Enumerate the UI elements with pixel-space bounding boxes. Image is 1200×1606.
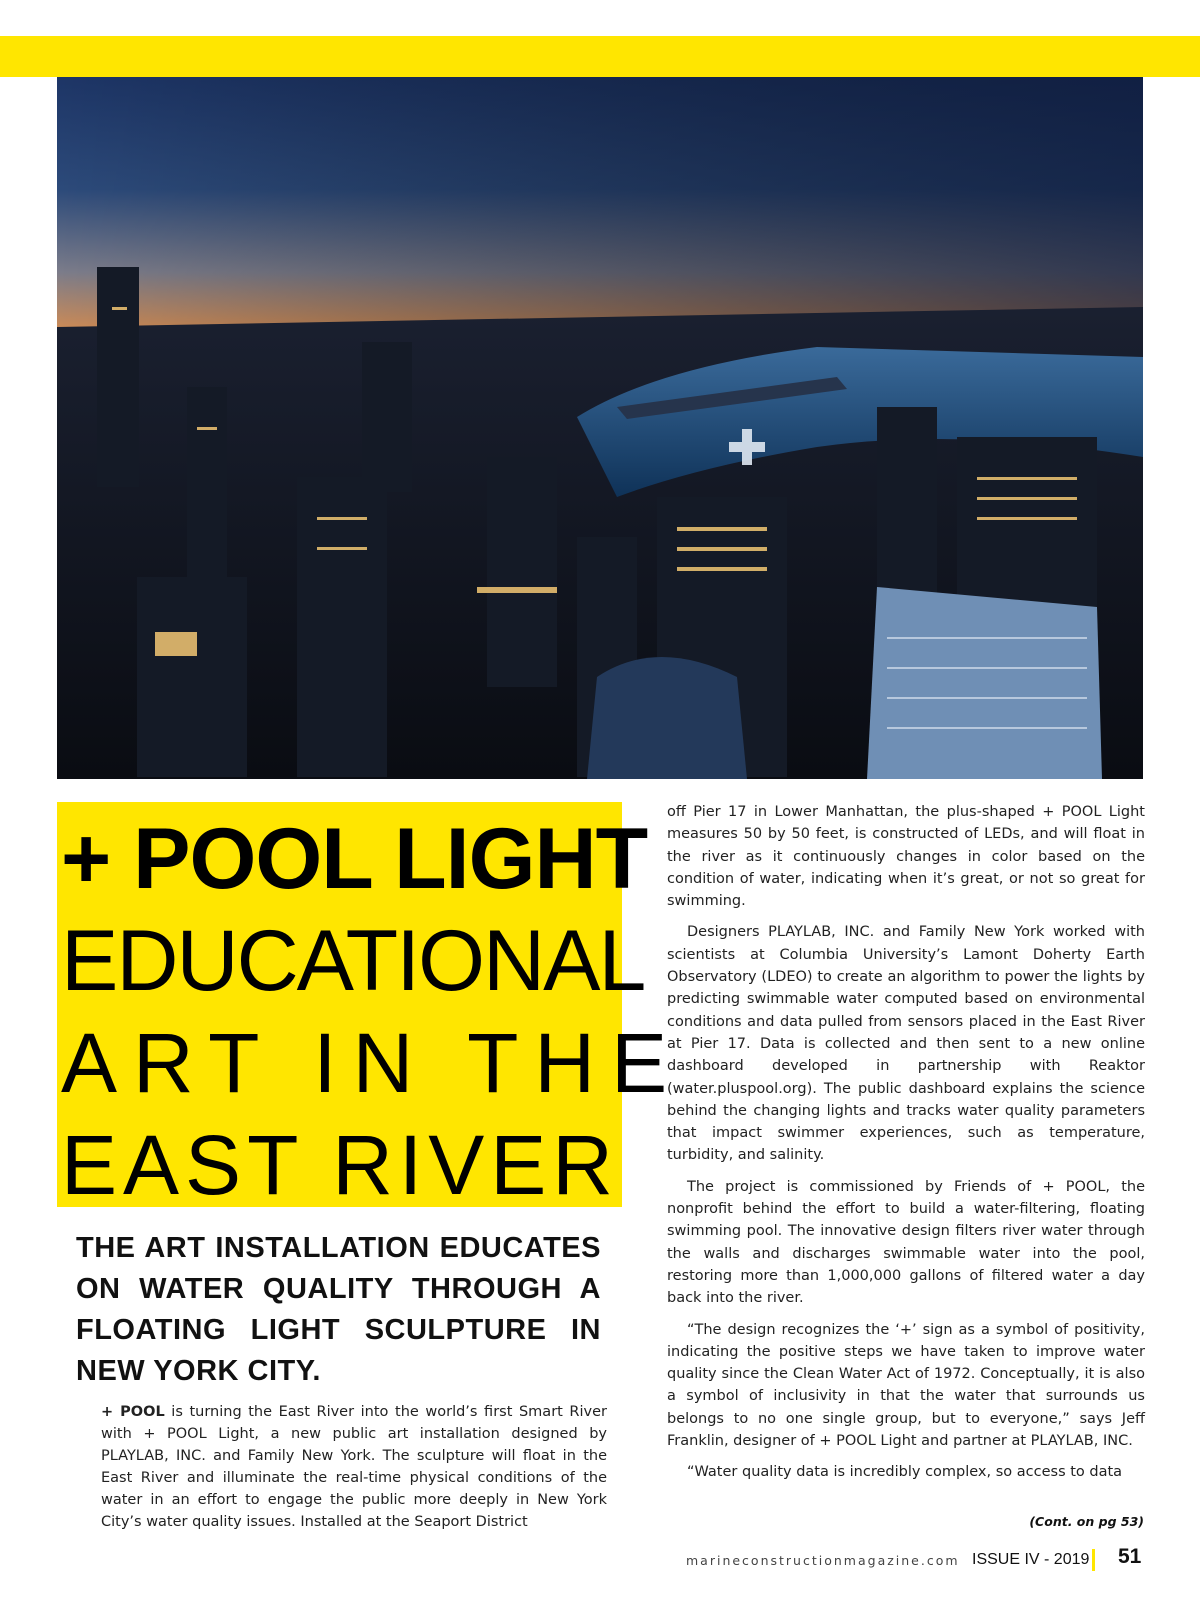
intro-text: is turning the East River into the world’s first Smart River with + POOL Light, a new public art installation designed by PLAYLAB, INC. and Family New York. The sculpture will float in the East River and illuminate the real-time physical conditions of the water in an effort to engage the public more deeply in New York City’s water quality issues. Installed at the Seaport District: [101, 1404, 607, 1530]
headline-box: [57, 802, 684, 1212]
paragraph-3: The project is commissioned by Friends of + POOL, the nonprofit behind the effort to build a water-filtering, floating swimming pool. The innovative design filters river water through the walls and discharges swimmable water into the pool, restoring more than 1,000,000 gallons of filtered water a day back into the river.: [667, 1178, 1145, 1307]
paragraph-5: “Water quality data is incredibly complex, so access to data: [687, 1464, 1123, 1481]
paragraph-2: Designers PLAYLAB, INC. and Family New York worked with scientists at Columbia University’s Lamont Doherty Earth Observatory (LDEO) to create an algorithm to power the lights by predicting swimmable water computed based on environmental conditions and data pulled from sensors placed in the East River at Pier 17. Data is collected and then sent to a new online dashboard developed in partnership with Reaktor (water.pluspool.org). The public dashboard explains the science behind the changing lights and tracks water quality parameters that impact swimmer experiences, such as temperature, turbidity, and salinity.: [667, 924, 1145, 1164]
continued-link[interactable]: (Cont. on pg 53): [1029, 1514, 1144, 1529]
headline-line-1: + POOL LIGHT: [61, 811, 648, 907]
paragraph-4: “The design recognizes the ‘+’ sign as a symbol of positivity, indicating the positive steps we have taken to improve water quality since the Clean Water Act of 1972. Conceptually, it is also a symbol of inclusivity in that the water that surrounds us belongs to no one single group, but to everyone,” says Jeff Franklin, designer of + POOL Light and partner at PLAYLAB, INC.: [667, 1321, 1145, 1450]
headline-line-2: EDUCATIONAL: [61, 913, 645, 1009]
hero-photo: [57, 77, 1143, 779]
intro-lead: + POOL: [101, 1404, 165, 1420]
paragraph-1: off Pier 17 in Lower Manhattan, the plus-shaped + POOL Light measures 50 by 50 feet, is constructed of LEDs, and will float in the river as it continuously changes in color based on the condition of water, indicating when it’s great, or not so great for swimming.: [667, 804, 1145, 910]
page-number: 51: [1118, 1545, 1142, 1568]
headline-line-4: EAST RIVER: [61, 1118, 619, 1212]
article-subhead: THE ART INSTALLATION EDUCATES ON WATER QUALITY THROUGH A FLOATING LIGHT SCULPTURE IN NEW YORK CITY.: [76, 1232, 601, 1387]
article-column-2: [667, 801, 1145, 1493]
intro-paragraph: [101, 1401, 607, 1533]
headline-line-3: ART IN THE: [61, 1016, 684, 1110]
footer-issue: ISSUE IV - 2019: [972, 1551, 1090, 1568]
city-skyline-illustration: [57, 77, 1143, 779]
top-accent-band: [0, 36, 1200, 77]
footer-divider: [1092, 1549, 1095, 1571]
footer-website[interactable]: marineconstructionmagazine.com: [686, 1553, 960, 1568]
